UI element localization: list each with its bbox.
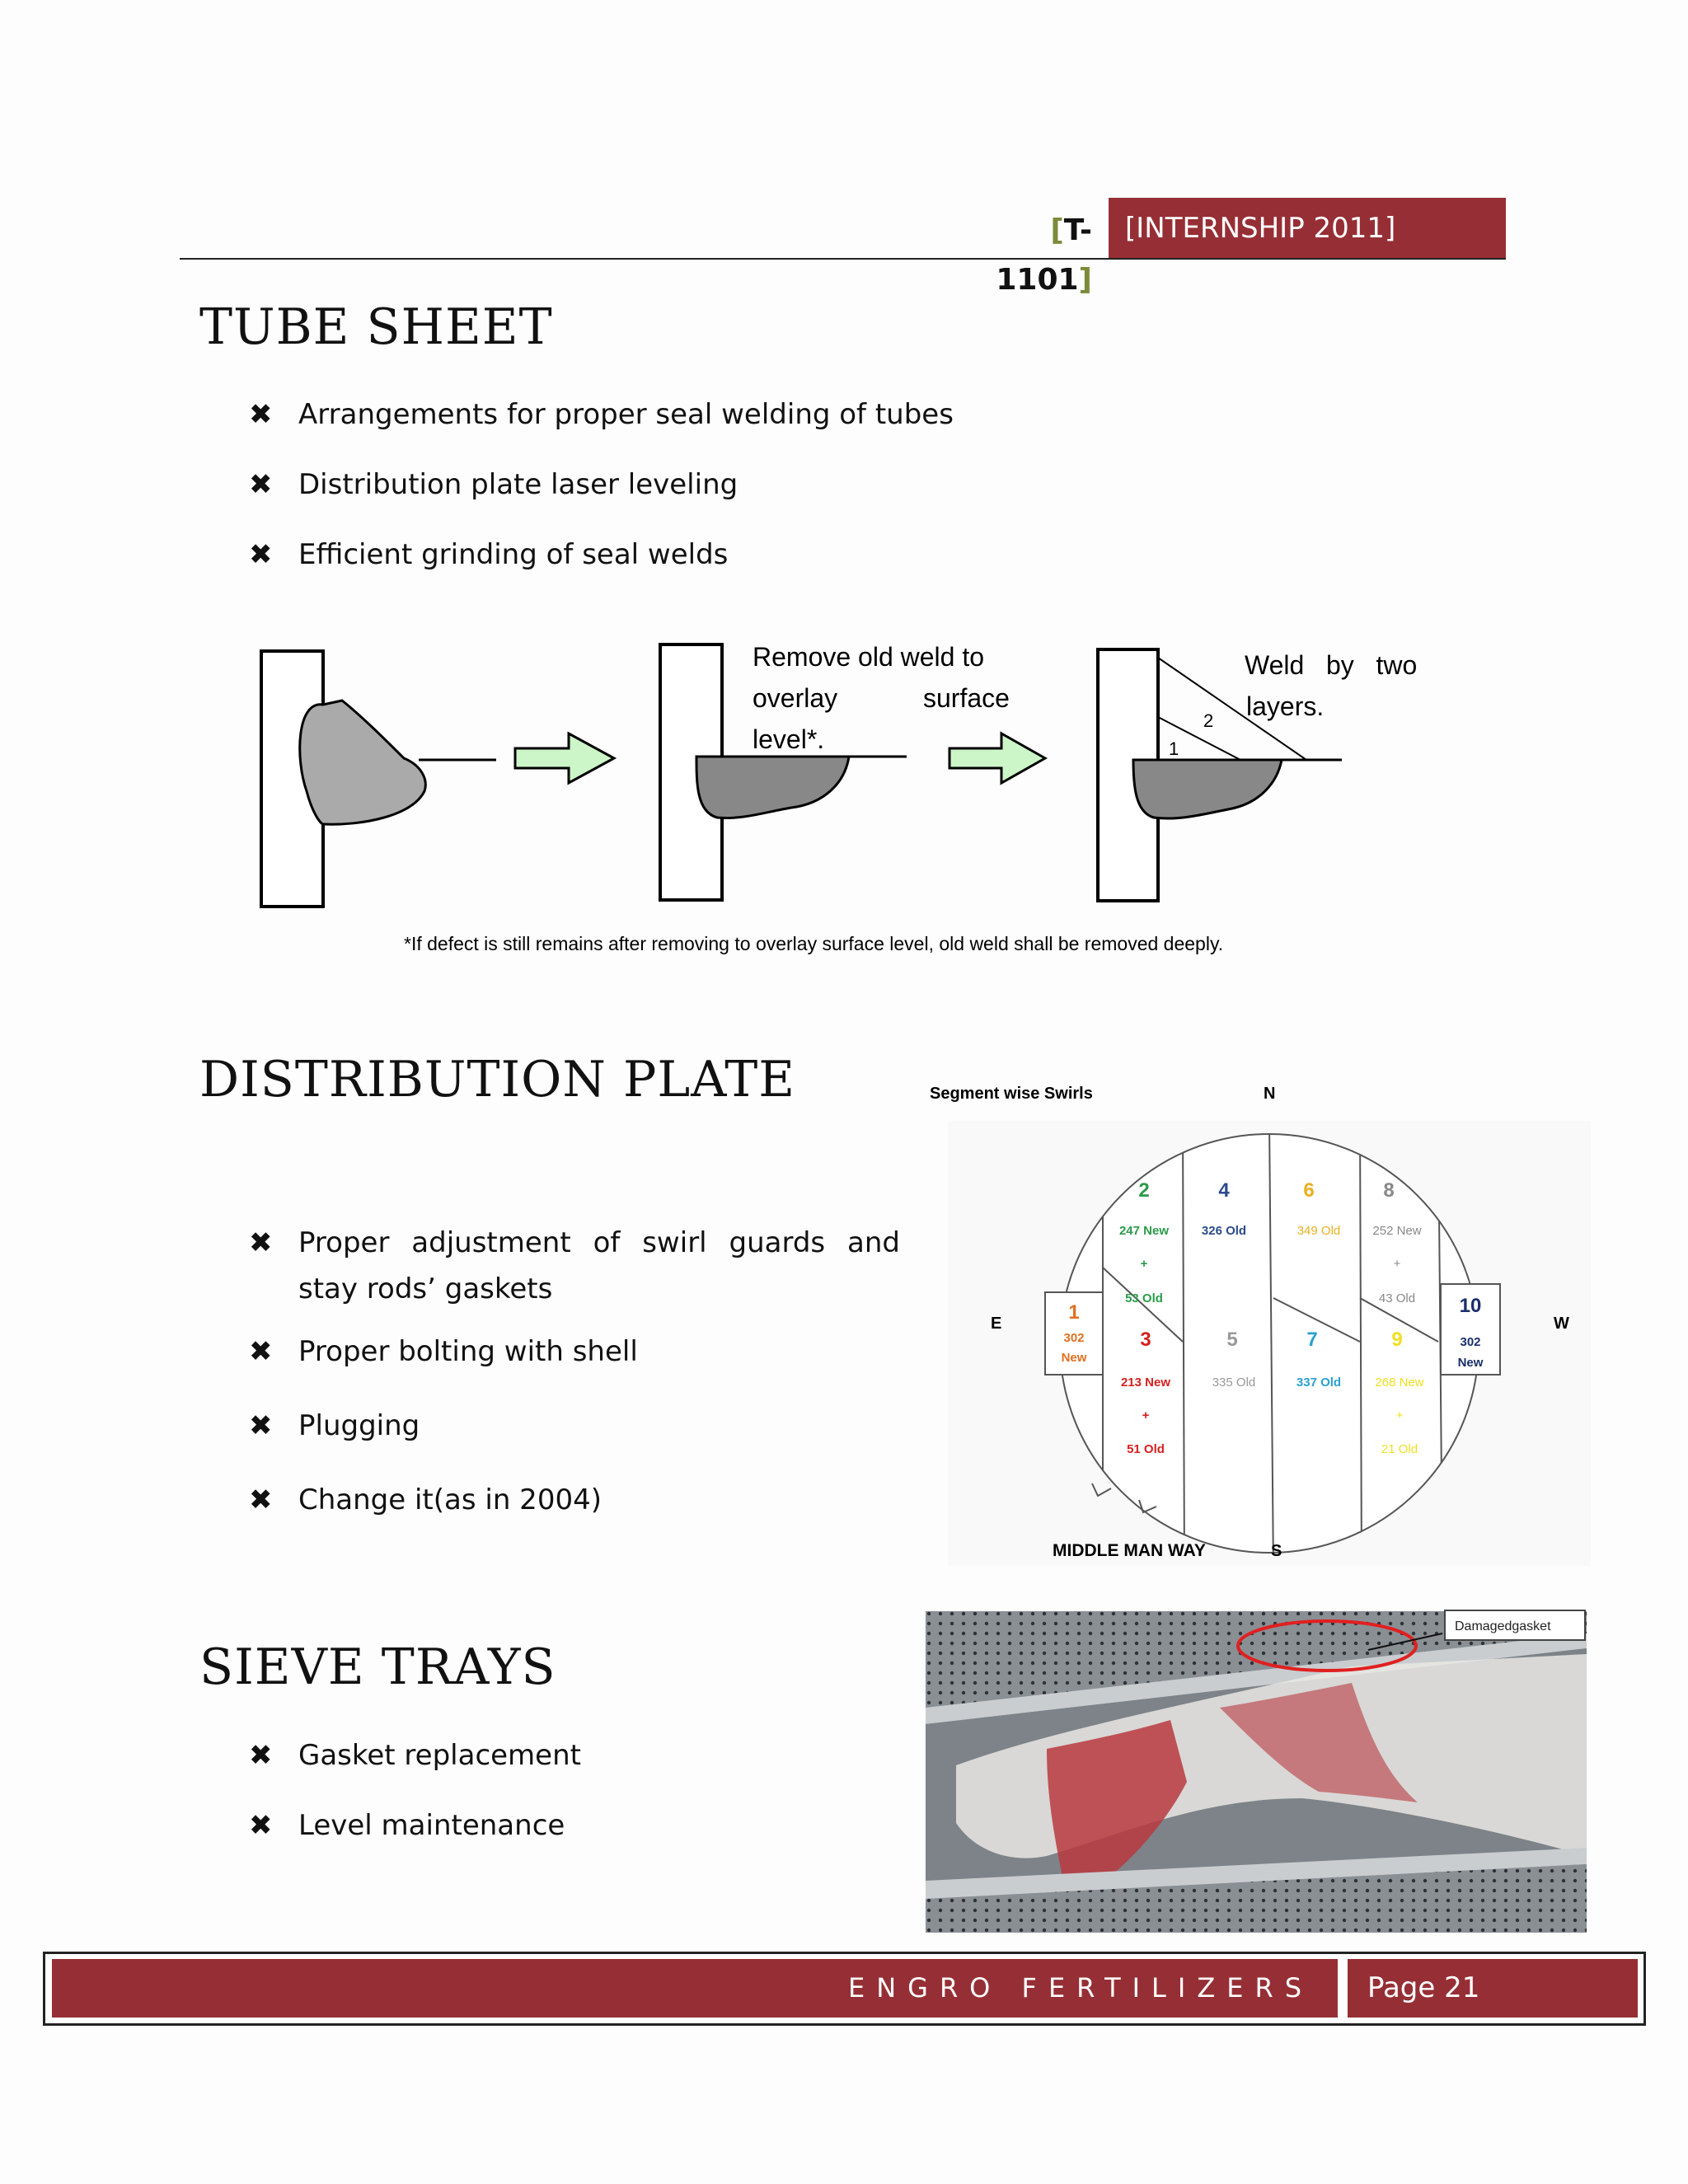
ground-weld-shape <box>696 757 849 818</box>
manway-label: MIDDLE MAN WAY <box>1053 1541 1206 1560</box>
figure-footnote: *If defect is still remains after removing to overlay surface level, old weld shall be removed deeply. <box>404 933 1224 954</box>
arrow-right-icon <box>515 733 614 783</box>
segment-10-number: 10 <box>1459 1295 1482 1317</box>
segment-1-line2: New <box>1061 1351 1087 1365</box>
list-item <box>249 468 991 538</box>
segment-1-number: 1 <box>1068 1301 1080 1324</box>
header-band: [INTERNSHIP 2011] <box>1109 198 1506 260</box>
segment-7-number: 7 <box>1306 1329 1318 1351</box>
compass-north: N <box>1264 1085 1276 1103</box>
bracket-open: [ <box>1050 213 1064 247</box>
step2-caption-line3: level*. <box>753 724 825 754</box>
document-code <box>973 206 1092 297</box>
bullet-text: Level maintenance <box>298 1809 565 1842</box>
cross-bullet-icon: ✖ <box>249 538 273 571</box>
segment-8-line3: 43 Old <box>1378 1291 1416 1305</box>
step3-caption-line2: layers. <box>1246 691 1325 721</box>
list-item <box>249 1477 900 1523</box>
diagram-title: Segment wise Swirls <box>930 1085 1093 1103</box>
bullet-text: Change it(as in 2004) <box>298 1483 602 1516</box>
segment-8-line1: 252 New <box>1372 1224 1422 1238</box>
list-item <box>249 398 991 468</box>
segment-3-line1: 213 New <box>1120 1376 1171 1390</box>
section-title-distribution-plate: DISTRIBUTION PLATE <box>199 1051 796 1108</box>
bullet-text: Proper adjustment of swirl guards and stay rods’ gaskets <box>298 1226 900 1305</box>
step2-caption-line2a: overlay <box>753 683 838 713</box>
layer-1-label: 1 <box>1169 738 1179 759</box>
bullet-text: Arrangements for proper seal welding of tubes <box>298 398 954 431</box>
segment-6-number: 6 <box>1303 1179 1315 1202</box>
segment-2-line1: 247 New <box>1118 1224 1170 1238</box>
segment-2-number: 2 <box>1138 1179 1150 1202</box>
bracket-close: ] <box>1078 263 1092 297</box>
segment-10-line2: New <box>1457 1356 1484 1370</box>
swirl-segment-diagram <box>923 1080 1615 1574</box>
tube-sheet-bullet-list <box>249 398 991 608</box>
segment-8-line2: + <box>1393 1257 1401 1271</box>
segment-6-line1: 349 Old <box>1296 1224 1341 1238</box>
section-title-tube-sheet: TUBE SHEET <box>199 298 553 356</box>
step2-caption-line1: Remove old weld to <box>753 642 985 672</box>
segment-2-line3: 53 Old <box>1125 1291 1163 1305</box>
seal-weld-figure <box>247 635 1451 972</box>
bullet-text: Distribution plate laser leveling <box>298 468 738 501</box>
segment-5-line1: 335 Old <box>1212 1376 1256 1390</box>
footer-company: ENGRO FERTILIZERS <box>52 1959 1338 2018</box>
segment-3-line3: 51 Old <box>1127 1442 1165 1456</box>
list-item <box>249 1739 826 1809</box>
segment-4-line1: 326 Old <box>1201 1224 1247 1238</box>
cross-bullet-icon: ✖ <box>249 1409 273 1442</box>
segment-8-number: 8 <box>1383 1179 1395 1202</box>
cross-bullet-icon: ✖ <box>249 1226 273 1259</box>
header-rule <box>180 258 1506 260</box>
segment-3-line2: + <box>1142 1408 1150 1422</box>
list-item <box>249 538 991 608</box>
layer-2-label: 2 <box>1203 710 1214 731</box>
segment-9-line2: + <box>1395 1408 1404 1422</box>
cross-bullet-icon: ✖ <box>249 398 273 431</box>
segment-2-line2: + <box>1140 1257 1148 1271</box>
bullet-text: Gasket replacement <box>298 1739 581 1772</box>
cross-bullet-icon: ✖ <box>249 1739 273 1772</box>
sieve-trays-bullet-list <box>249 1739 826 1879</box>
compass-east: E <box>991 1315 1002 1333</box>
segment-5-number: 5 <box>1226 1329 1238 1351</box>
list-item <box>249 1403 900 1449</box>
segment-10-line1: 302 <box>1460 1335 1481 1349</box>
distribution-plate-bullet-list <box>249 1220 900 1523</box>
compass-south: S <box>1271 1542 1282 1560</box>
segment-9-line3: 21 Old <box>1381 1442 1418 1456</box>
step2-caption-line2b: surface <box>923 683 1010 713</box>
segment-9-number: 9 <box>1391 1329 1403 1351</box>
bullet-text: Proper bolting with shell <box>298 1335 638 1368</box>
document-code-text: T-1101 <box>996 213 1092 297</box>
segment-3-number: 3 <box>1140 1329 1151 1351</box>
defect-weld-shape <box>300 701 426 824</box>
list-item <box>249 1809 826 1879</box>
cross-bullet-icon: ✖ <box>249 468 273 501</box>
segment-1-line1: 302 <box>1063 1331 1085 1345</box>
overlay-weld-shape <box>1133 760 1282 818</box>
bullet-text: Plugging <box>298 1409 420 1442</box>
arrow-right-icon <box>950 733 1045 783</box>
cross-bullet-icon: ✖ <box>249 1335 273 1368</box>
list-item <box>249 1220 900 1312</box>
cross-bullet-icon: ✖ <box>249 1483 273 1516</box>
page-number: Page 21 <box>1348 1959 1638 2018</box>
cross-bullet-icon: ✖ <box>249 1809 273 1842</box>
section-title-sieve-trays: SIEVE TRAYS <box>199 1638 556 1696</box>
bullet-text: Efficient grinding of seal welds <box>298 538 729 571</box>
step3-caption-line1: Weld by two <box>1245 650 1418 680</box>
segment-7-line1: 337 Old <box>1296 1376 1342 1390</box>
compass-west: W <box>1554 1315 1569 1333</box>
callout-label: Damagedgasket <box>1455 1619 1551 1633</box>
list-item <box>249 1329 900 1375</box>
segment-4-number: 4 <box>1218 1179 1230 1202</box>
damaged-gasket-photo <box>923 1609 1589 1934</box>
segment-9-line1: 268 New <box>1375 1376 1424 1390</box>
